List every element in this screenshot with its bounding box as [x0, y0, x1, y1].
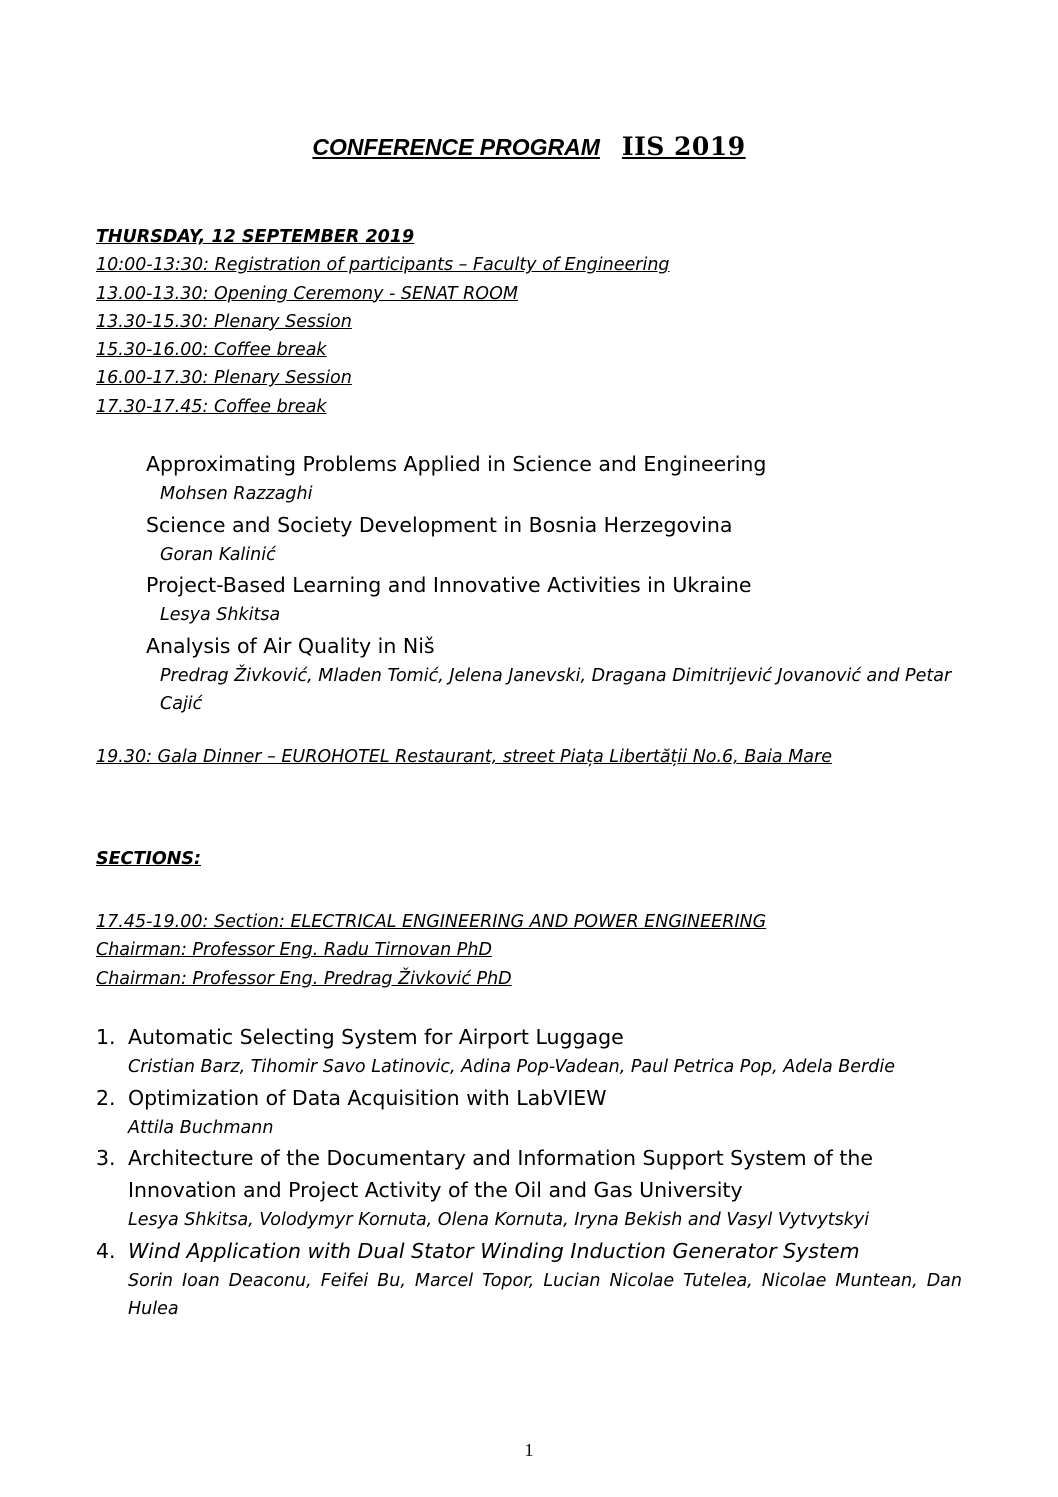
- schedule-item: 13.30-15.30: Plenary Session: [96, 311, 352, 332]
- paper-item: [96, 1082, 962, 1143]
- schedule-item: 13.00-13.30: Opening Ceremony - SENAT ROOM: [96, 283, 518, 304]
- paper-authors: Cristian Barz, Tihomir Savo Latinovic, Adina Pop-Vadean, Paul Petrica Pop, Adela Berdie: [128, 1057, 895, 1077]
- page-title: [0, 132, 1058, 161]
- paper-title: Automatic Selecting System for Airport Luggage: [128, 1025, 624, 1049]
- plenary-talk: [146, 509, 960, 570]
- section-info: [96, 908, 766, 993]
- gala-dinner: 19.30: Gala Dinner – EUROHOTEL Restaurant, street Piața Libertății No.6, Baia Mare: [96, 747, 832, 767]
- schedule: [96, 223, 670, 421]
- paper-item: [96, 1021, 962, 1082]
- section-chairman: Chairman: Professor Eng. Predrag Živković PhD: [96, 968, 512, 989]
- paper-number: 1.: [96, 1025, 116, 1049]
- schedule-item: 17.30-17.45: Coffee break: [96, 396, 327, 417]
- plenary-talk: [146, 569, 960, 630]
- paper-authors: Lesya Shkitsa, Volodymyr Kornuta, Olena Kornuta, Iryna Bekish and Vasyl Vytvytskyi: [128, 1210, 870, 1230]
- plenary-talk: [146, 448, 960, 509]
- paper-item: [96, 1142, 962, 1235]
- paper-number: 3.: [96, 1146, 116, 1170]
- plenary-talk-title: Analysis of Air Quality in Niš: [146, 633, 435, 658]
- section-chairman: Chairman: Professor Eng. Radu Tirnovan PhD: [96, 940, 492, 961]
- plenary-talk: [146, 630, 960, 719]
- plenary-talk-authors: Lesya Shkitsa: [160, 605, 281, 625]
- schedule-item: 15.30-16.00: Coffee break: [96, 340, 327, 361]
- plenary-talk-title: Science and Society Development in Bosnia Herzegovina: [146, 512, 733, 537]
- title-conference-program: CONFERENCE PROGRAM: [312, 134, 600, 160]
- paper-title: Architecture of the Documentary and Information Support System of the Innovation and Project Activity of the Oil and Gas University: [128, 1146, 873, 1202]
- sections-heading: SECTIONS:: [96, 849, 201, 869]
- paper-authors: Attila Buchmann: [128, 1117, 274, 1138]
- paper-number: 2.: [96, 1085, 116, 1110]
- schedule-item: 10:00-13:30: Registration of participants – Faculty of Engineering: [96, 255, 670, 276]
- title-iis-2019: IIS 2019: [621, 132, 746, 161]
- paper-number: 4.: [96, 1238, 116, 1263]
- plenary-talk-authors: Predrag Živković, Mladen Tomić, Jelena Janevski, Dragana Dimitrijević Jovanović and Petar Cajić: [160, 665, 952, 714]
- plenary-talk-authors: Mohsen Razzaghi: [160, 484, 313, 504]
- page-number: 1: [524, 1440, 534, 1460]
- plenary-talk-title: Project-Based Learning and Innovative Activities in Ukraine: [146, 573, 752, 597]
- paper-authors: Sorin Ioan Deaconu, Feifei Bu, Marcel Topor, Lucian Nicolae Tutelea, Nicolae Muntean, Dan Hulea: [128, 1270, 962, 1319]
- schedule-day: THURSDAY, 12 SEPTEMBER 2019: [96, 227, 415, 247]
- paper-title: Wind Application with Dual Stator Winding Induction Generator System: [128, 1238, 860, 1263]
- schedule-item: 16.00-17.30: Plenary Session: [96, 368, 352, 389]
- paper-list: [96, 1021, 962, 1324]
- paper-item: [96, 1235, 962, 1324]
- section-time: 17.45-19.00: Section: ELECTRICAL ENGINEERING AND POWER ENGINEERING: [96, 912, 767, 932]
- plenary-talk-authors: Goran Kalinić: [160, 544, 276, 565]
- plenary-talk-title: Approximating Problems Applied in Science and Engineering: [146, 452, 767, 476]
- paper-title: Optimization of Data Acquisition with LabVIEW: [128, 1085, 607, 1110]
- plenary-talks: [146, 448, 960, 719]
